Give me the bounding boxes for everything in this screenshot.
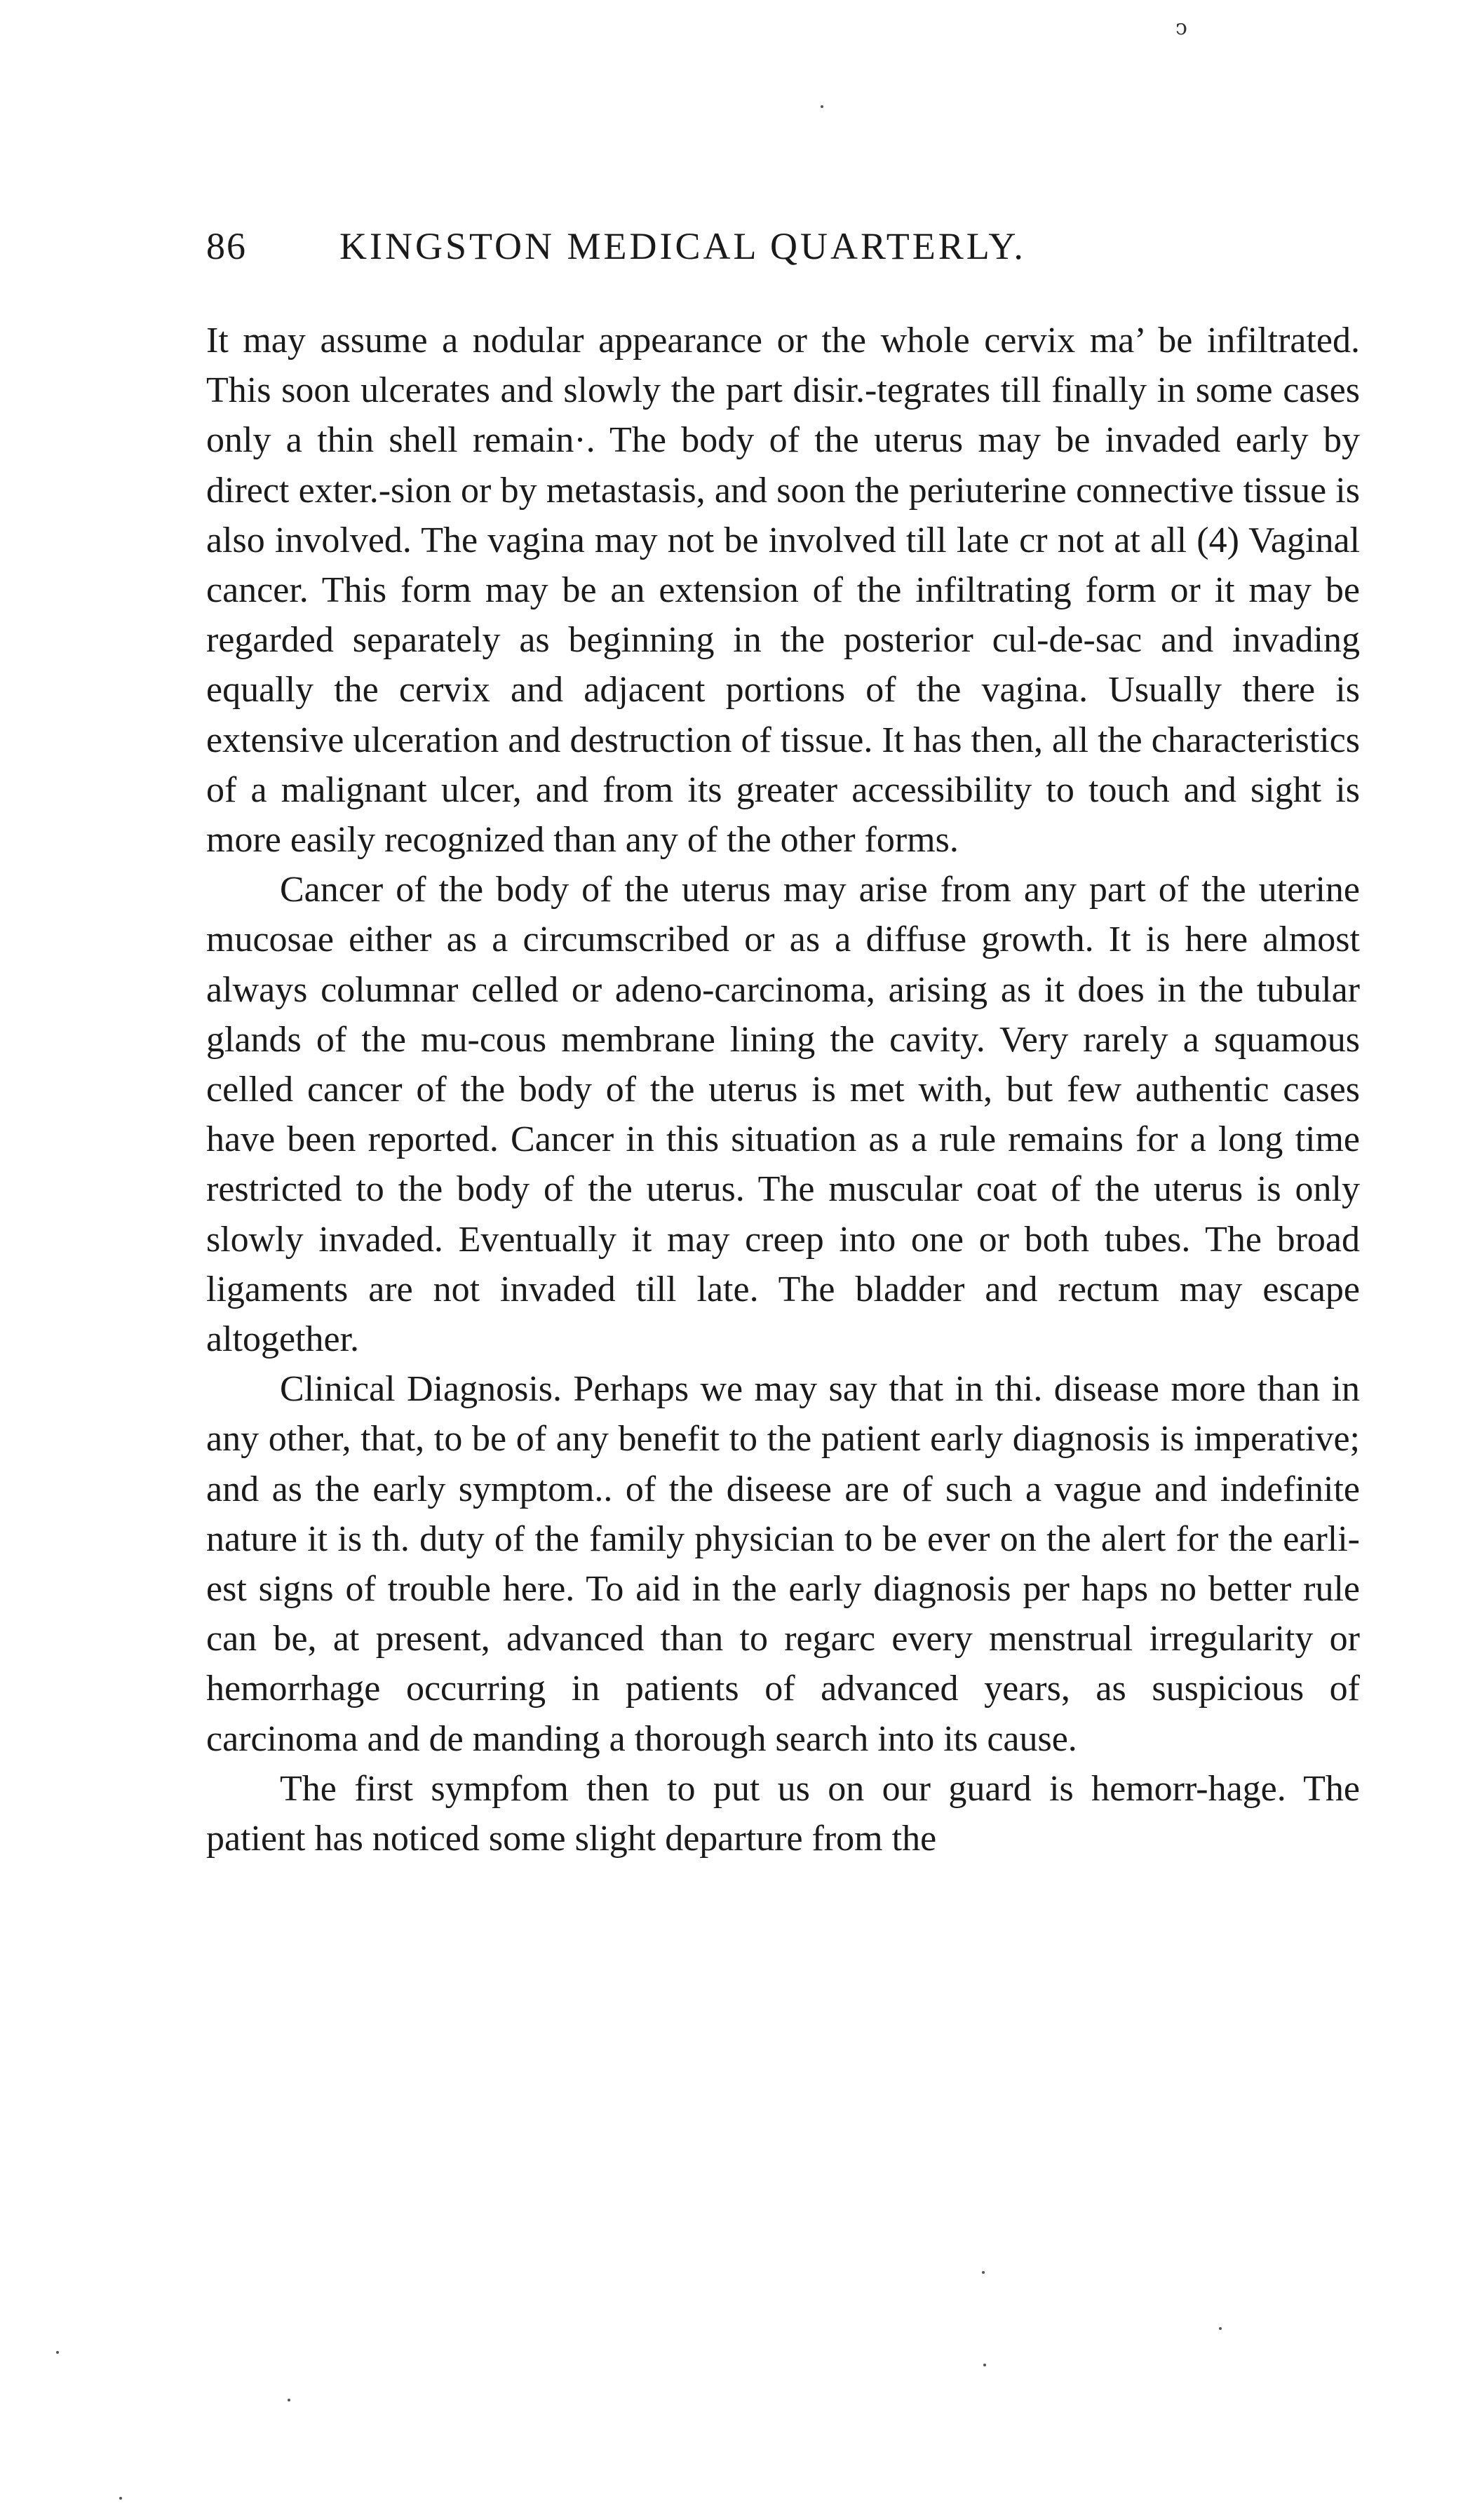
running-title: KINGSTON MEDICAL QUARTERLY. [339, 225, 1026, 267]
paragraph-4: The first sympfom then to put us on our guard is hemorr-hage. The patient has noticed some slight departure from the [206, 1768, 1360, 1859]
page-header [206, 224, 1360, 281]
page-number: 86 [206, 225, 247, 267]
speck [119, 2497, 122, 2500]
speck [1219, 2327, 1222, 2330]
speck [982, 2271, 985, 2274]
speck [288, 2399, 290, 2401]
paragraph-1: It may assume a nodular appearance or the whole cervix ma’ be infiltrated. This soon ulcerates and slowly the part disir.-tegrates till finally in some cases only a thin shell remain·. The body of the uterus may be invaded early by direct exter.-sion or by metastasis, and soon the periuterine connective tissue is also involved. The vagina may not be involved till late cr not at all (4) Vaginal cancer. This form may be an extension of the infiltrating form or it may be regarded separately as beginning in the posterior cul-de-sac and invading equally the cervix and adjacent portions of the vagina. Usually there is extensive ulceration and destruction of tissue. It has then, all the characteristics of a malignant ulcer, and from its greater accessibility to touch and sight is more easily recognized than any of the other forms. [206, 321, 1360, 861]
speck [56, 2351, 59, 2354]
corner-mark: ↄ [1175, 15, 1187, 40]
body-text [206, 316, 1360, 1864]
paragraph-3: Clinical Diagnosis. Perhaps we may say that in thi. disease more than in any other, that, to be of any benefit to the patient early diagnosis is imperative; and as the early symptom.. of the diseese are of such a vague and indefinite nature it is th. duty of the family physician to be ever on the alert for the earli-est signs of trouble here. To aid in the early diagnosis per haps no better rule can be, at present, advanced than to regarc every menstrual irregularity or hemorrhage occurring in patients of advanced years, as suspicious of carcinoma and de manding a thorough search into its cause. [206, 1369, 1360, 1759]
speck [821, 105, 823, 108]
speck [983, 2364, 986, 2366]
paragraph-2: Cancer of the body of the uterus may arise from any part of the uterine mucosae either as a circumscribed or as a diffuse growth. It is here almost always columnar celled or adeno-carcinoma, arising as it does in the tubular glands of the mu-cous membrane lining the cavity. Very rarely a squamous celled cancer of the body of the uterus is met with, but few authentic cases have been reported. Cancer in this situation as a rule remains for a long time restricted to the body of the uterus. The muscular coat of the uterus is only slowly invaded. Eventually it may creep into one or both tubes. The broad ligaments are not invaded till late. The bladder and rectum may escape altogether. [206, 870, 1360, 1360]
